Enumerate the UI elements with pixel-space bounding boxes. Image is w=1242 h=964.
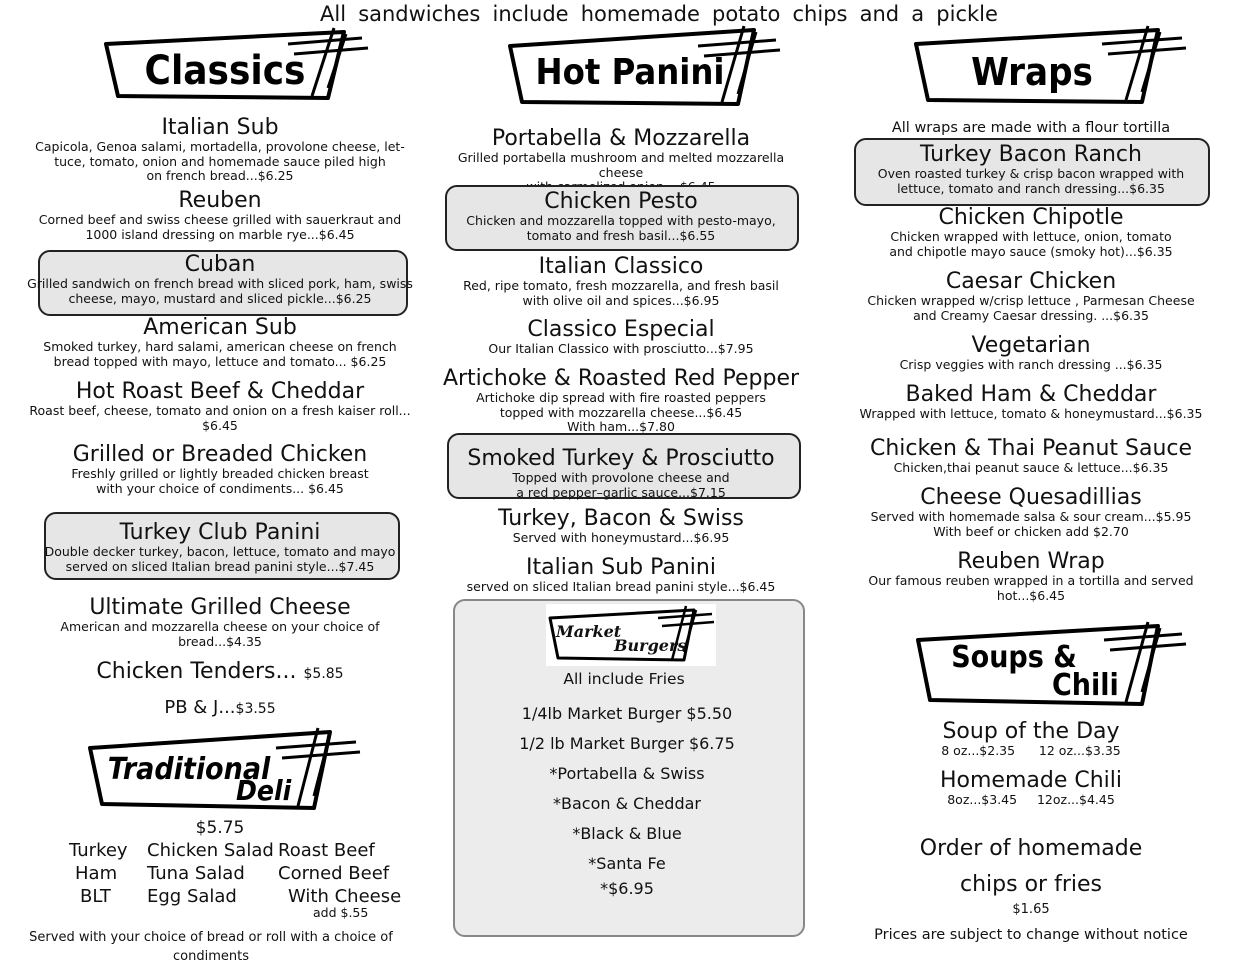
menu-item (820, 720, 1242, 759)
banner-word: a (911, 2, 925, 26)
soups-title-a: Soups & (951, 640, 1077, 675)
burger-line (452, 794, 802, 813)
menu-item (0, 596, 440, 649)
deli-item: Egg Salad (147, 886, 237, 907)
item-desc: Wrapped with lettuce, tomato & honeymustard...$6.35 (859, 406, 1203, 421)
order-line (820, 836, 1242, 861)
burger-line (452, 879, 802, 898)
menu-item (820, 334, 1242, 373)
item-name: Turkey Bacon Ranch (920, 142, 1142, 167)
classics-sign (100, 26, 370, 104)
item-name: Turkey Club Panini (119, 520, 321, 545)
burger-line (452, 854, 802, 873)
deli-price-text: $5.75 (195, 818, 245, 838)
panini-sign (506, 24, 782, 110)
wraps-column (820, 0, 1242, 960)
menu-item (0, 443, 440, 496)
disclaimer (820, 924, 1242, 943)
burger-line-text: *Black & Blue (572, 824, 682, 843)
item-desc: Topped with provolone cheese and a red pepper–garlic sauce...$7.15 (512, 470, 730, 500)
item-name: Italian Classico (538, 254, 704, 279)
item-name: Hot Roast Beef & Cheddar (75, 379, 365, 404)
item-desc: Chicken wrapped with lettuce, onion, tomato and chipotle mayo sauce (smoky hot)...$6.35 (889, 229, 1173, 259)
item-desc: Oven roasted turkey & crisp bacon wrapped with lettuce, tomato and ranch dressing...$6.35 (877, 166, 1185, 196)
banner-word: sandwiches (358, 2, 481, 26)
item-name: Grilled or Breaded Chicken (72, 442, 368, 467)
item-name: Cheese Quesadillias (920, 485, 1142, 510)
banner-word: potato (712, 2, 781, 26)
tenders-name: Chicken Tenders... (96, 659, 297, 684)
menu-item (0, 316, 440, 369)
item-name: Caesar Chicken (945, 269, 1117, 294)
item-desc: Grilled portabella mushroom and melted mozzarella cheese (457, 150, 785, 180)
banner-word: pickle (936, 2, 998, 26)
classics-column (0, 0, 440, 964)
item-desc: Our Italian Classico with prosciutto...$7.95 (488, 341, 754, 356)
item-desc: Served with honeymustard...$6.95 (512, 530, 730, 545)
deli-item: Chicken Salad (147, 840, 274, 861)
order-price (820, 898, 1242, 917)
menu-item (440, 556, 802, 595)
item-desc: Freshly grilled or lightly breaded chicken breast with your choice of condiments... $6.45 (71, 466, 369, 496)
burgers-note (446, 669, 802, 688)
item-name: Chicken Chipotle (938, 205, 1124, 230)
deli-footer-text: Served with your choice of bread or roll with a choice of condiments (29, 930, 393, 964)
item-name: Reuben Wrap (957, 549, 1105, 574)
menu-item (820, 437, 1242, 476)
burgers-logo-a: Market (556, 622, 622, 641)
burgers-logo-b: Burgers (614, 636, 687, 655)
item-name: Reuben (178, 188, 262, 213)
item-desc: American and mozzarella cheese on your choice of bread...$4.35 (60, 619, 380, 649)
item-desc: Chicken,thai peanut sauce & lettuce...$6.35 (893, 460, 1169, 475)
deli-title-a: Traditional (107, 752, 271, 787)
pbj-price: $3.55 (235, 701, 276, 717)
burger-line-text: *Bacon & Cheddar (552, 794, 701, 813)
burger-line-text: *Portabella & Swiss (549, 764, 705, 783)
item-desc: Roast beef, cheese, tomato and onion on a fresh kaiser roll... $6.45 (29, 403, 411, 433)
menu-item (440, 318, 802, 357)
order-line-text: chips or fries (960, 872, 1102, 897)
item-desc: Chicken and mozzarella topped with pesto-mayo, tomato and fresh basil...$6.55 (466, 213, 776, 243)
item-desc: Capicola, Genoa salami, mortadella, provolone cheese, let- tuce, tomato, onion and homemade sauce piled high on french bread...$6.25 (35, 139, 405, 183)
item-name (0, 696, 440, 721)
item-desc: Corned beef and swiss cheese grilled with sauerkraut and 1000 island dressing on marble rye...$6.45 (38, 212, 402, 242)
item-desc: Served with homemade salsa & sour cream...$5.95 With beef or chicken add $2.70 (870, 509, 1192, 539)
banner-word: include (492, 2, 569, 26)
burger-line-text: *$6.95 (600, 879, 654, 898)
menu-item-featured (440, 190, 802, 243)
deli-price (0, 818, 440, 838)
burger-line-text: *Santa Fe (588, 854, 666, 873)
item-name: Chicken & Thai Peanut Sauce (869, 436, 1193, 461)
item-name: Ultimate Grilled Cheese (89, 595, 351, 620)
deli-item: Tuna Salad (147, 863, 245, 884)
order-line (820, 872, 1242, 897)
deli-item: Corned Beef (278, 863, 390, 884)
item-name: Turkey, Bacon & Swiss (498, 506, 744, 531)
item-desc: Artichoke dip spread with fire roasted peppers topped with mozzarella cheese...$6.45 With ham...$7.80 (476, 391, 766, 433)
burger-line (452, 704, 802, 723)
deli-title-b: Deli (236, 774, 292, 807)
burger-line-text: 1/2 lb Market Burger $6.75 (519, 734, 735, 753)
item-desc: Double decker turkey, bacon, lettuce, tomato and mayo served on sliced Italian bread panini style...$7.45 (44, 544, 396, 574)
deli-addon: add $.55 (313, 905, 369, 920)
menu-item (0, 189, 440, 242)
panini-title: Hot Panini (535, 52, 725, 93)
item-name: Italian Sub (161, 115, 279, 140)
menu-item (820, 270, 1242, 323)
menu-item (820, 383, 1242, 422)
item-name: Smoked Turkey & Prosciutto (467, 446, 775, 471)
item-name: Artichoke & Roasted Red Pepper (442, 366, 800, 391)
menu-item (440, 507, 802, 546)
menu-item (820, 769, 1242, 808)
burgers-note-text: All include Fries (563, 670, 685, 688)
item-desc: Crisp veggies with ranch dressing ...$6.35 (899, 357, 1163, 372)
banner-word: and (859, 2, 900, 26)
item-name: Chicken Pesto (544, 189, 698, 214)
item-name: Portabella & Mozzarella (491, 126, 751, 151)
deli-item: Turkey (69, 840, 128, 861)
menu-item (0, 696, 440, 721)
deli-sign (86, 724, 362, 814)
menu-item-featured (820, 143, 1242, 196)
item-name: Homemade Chili (939, 768, 1122, 793)
menu-item (820, 206, 1242, 259)
soups-title-b: Chili (1052, 668, 1119, 703)
menu-item (440, 367, 802, 433)
item-desc: served on sliced Italian bread panini style...$6.45 (466, 579, 776, 594)
tenders-price: $5.85 (303, 666, 344, 682)
menu-item (440, 255, 802, 308)
item-name: Italian Sub Panini (526, 555, 716, 580)
burger-line (452, 824, 802, 843)
order-line-text: Order of homemade (919, 836, 1143, 861)
menu-item (0, 380, 440, 433)
item-name: American Sub (143, 315, 297, 340)
menu-item-featured (0, 253, 440, 306)
deli-item: With Cheese (288, 886, 402, 907)
soups-sign (914, 618, 1188, 710)
menu-item (0, 116, 440, 184)
deli-item: Ham (75, 863, 118, 884)
menu-item (820, 550, 1242, 603)
menu-item (820, 486, 1242, 539)
item-name: Soup of the Day (942, 719, 1120, 744)
deli-item: BLT (80, 886, 111, 907)
item-desc: 8 oz...$2.35 12 oz...$3.35 (941, 743, 1121, 758)
panini-column (440, 0, 802, 960)
burger-line (452, 734, 802, 753)
item-desc: Grilled sandwich on french bread with sliced pork, ham, swiss cheese, mayo, mustard and sliced pickle...$6.25 (27, 276, 413, 306)
item-name: Classico Especial (527, 317, 715, 342)
burger-line (452, 764, 802, 783)
item-desc: Red, ripe tomato, fresh mozzarella, and fresh basil with olive oil and spices...$6.95 (463, 278, 779, 308)
item-desc: Chicken wrapped w/crisp lettuce , Parmesan Cheese and Creamy Caesar dressing. ...$6.35 (867, 293, 1195, 323)
classics-title: Classics (144, 48, 306, 94)
wraps-note (820, 117, 1242, 136)
banner-word: homemade (580, 2, 700, 26)
burgers-logo (546, 604, 716, 666)
wraps-sign (912, 24, 1188, 108)
item-desc: Smoked turkey, hard salami, american cheese on french bread topped with mayo, lettuce and tomato... $6.25 (43, 339, 397, 369)
menu-item-featured (440, 447, 802, 500)
menu-item-featured (0, 521, 440, 574)
banner-word: chips (792, 2, 848, 26)
wraps-note-text: All wraps are made with a flour tortilla (891, 120, 1171, 136)
menu-item (0, 660, 440, 686)
item-name (0, 660, 440, 686)
item-name: Vegetarian (971, 333, 1091, 358)
wraps-title: Wraps (971, 50, 1093, 94)
item-name: Cuban (184, 252, 256, 277)
item-desc: 8oz...$3.45 12oz...$4.45 (947, 792, 1115, 807)
disclaimer-text: Prices are subject to change without notice (874, 927, 1188, 943)
deli-footer (0, 926, 422, 964)
order-price-text: $1.65 (1012, 902, 1050, 917)
burger-line-text: 1/4lb Market Burger $5.50 (521, 704, 733, 723)
banner-word: All (320, 2, 347, 26)
deli-item: Roast Beef (278, 840, 375, 861)
pbj-name: PB & J... (164, 697, 236, 718)
item-desc: Our famous reuben wrapped in a tortilla and served hot...$6.45 (868, 573, 1194, 603)
item-name: Baked Ham & Cheddar (905, 382, 1157, 407)
